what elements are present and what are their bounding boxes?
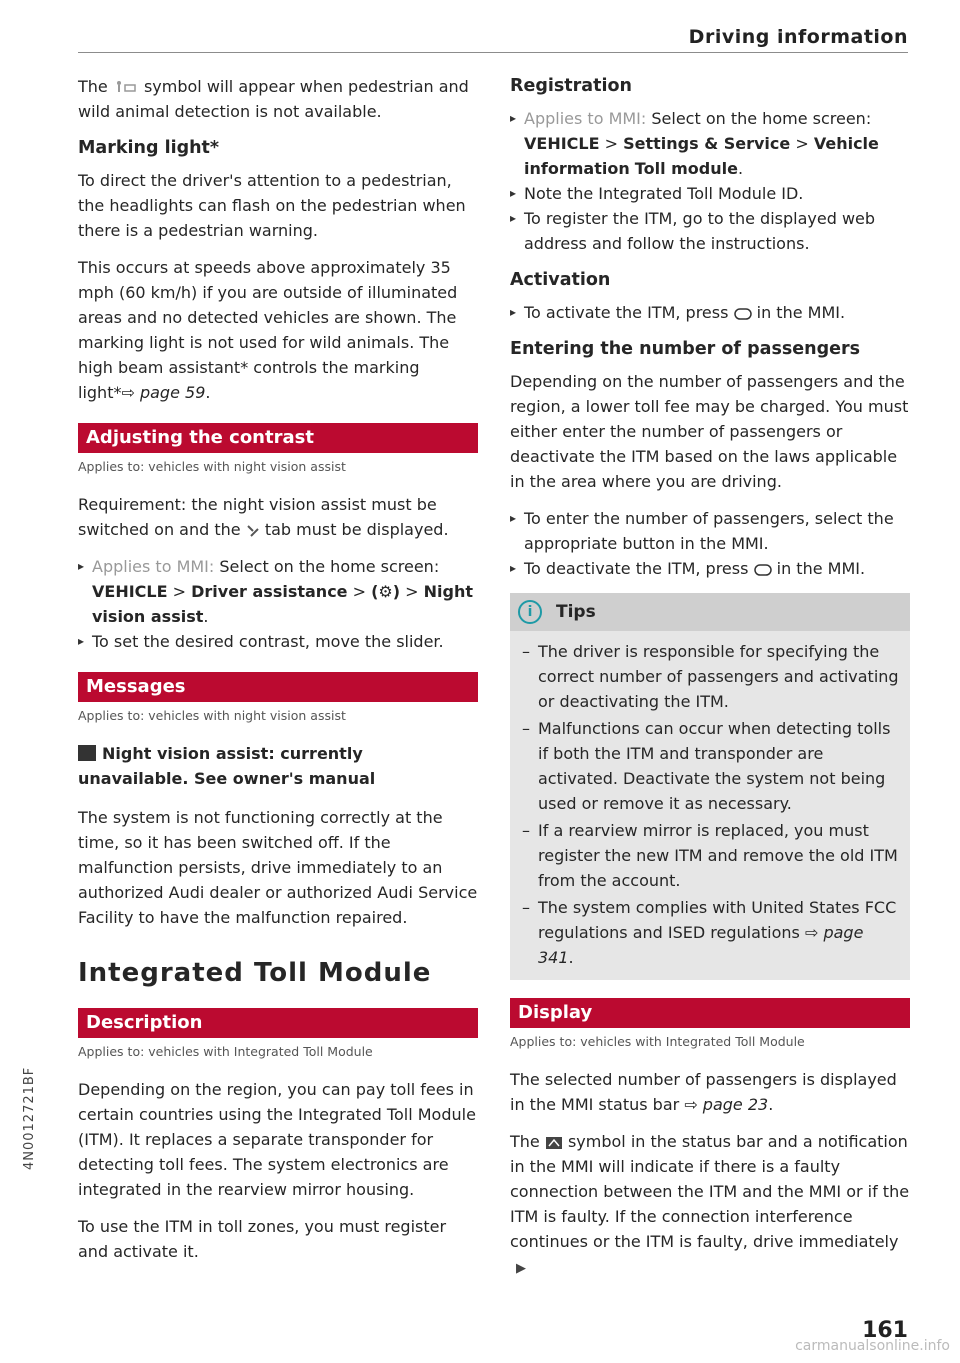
page-23-link[interactable]: ⇨ page 23 [684, 1095, 769, 1114]
registration-step-3: ▸ To register the ITM, go to the displayed web address and follow the instructions. [510, 206, 910, 256]
activation-steps [510, 300, 910, 325]
contrast-applies: Applies to: vehicles with night vision assist [78, 459, 346, 474]
header-rule [78, 52, 908, 53]
adjusting-contrast-heading: Adjusting the contrast [78, 423, 478, 453]
info-icon: i [518, 600, 542, 624]
marking-light-heading: Marking light* [78, 138, 220, 158]
night-vision-warning-icon [78, 745, 96, 761]
tips-header: i Tips [510, 593, 910, 631]
intro-paragraph: The symbol will appear when pedestrian and wild animal detection is not available. [78, 77, 469, 121]
display-heading: Display [510, 998, 910, 1028]
watermark: carmanualsonline.info [795, 1338, 950, 1354]
passengers-paragraph: Depending on the number of passengers and the region, a lower toll fee may be charged. You must either enter the number of passengers or deactivate the ITM based on the laws applicable in the area where you are driving. [510, 372, 909, 491]
marking-light-p1: To direct the driver's attention to a pedestrian, the headlights can flash on the pedestrian when there is a pedestrian warning. [78, 171, 466, 240]
contrast-requirement: Requirement: the night vision assist must be switched on and the tab must be displayed. [78, 495, 449, 539]
running-header: Driving information [688, 26, 908, 48]
page-number: 161 [862, 1318, 908, 1343]
page-341-link[interactable]: ⇨ page 341 [538, 923, 864, 967]
contrast-step-2: ▸ To set the desired contrast, move the slider. [78, 629, 478, 654]
registration-heading: Registration [510, 76, 632, 96]
toll-button-icon [754, 564, 772, 576]
description-p2: To use the ITM in toll zones, you must register and activate it. [78, 1217, 447, 1261]
registration-steps [510, 106, 910, 256]
messages-heading: Messages [78, 672, 478, 702]
tips-box [510, 593, 910, 980]
passengers-heading: Entering the number of passengers [510, 339, 861, 359]
tip-item: – The driver is responsible for specifying the correct number of passengers and activating or deactivating the ITM. [510, 639, 910, 714]
passengers-step-1: ▸ To enter the number of passengers, select the appropriate button in the MMI. [510, 506, 910, 556]
continue-arrow-icon: ▶ [516, 1261, 526, 1276]
night-vision-tab-icon [246, 524, 260, 538]
tip-item: – The system complies with United States FCC regulations and ISED regulations ⇨ page 341. [510, 895, 910, 970]
description-heading: Description [78, 1008, 478, 1038]
messages-applies: Applies to: vehicles with night vision assist [78, 708, 346, 723]
itm-title: Integrated Toll Module [78, 958, 432, 988]
tips-list [510, 639, 910, 970]
pedestrian-animal-off-icon [113, 80, 139, 96]
activation-heading: Activation [510, 270, 611, 290]
document-code: 4N0012721BF [22, 1066, 37, 1170]
passengers-step-2: ▸ To deactivate the ITM, press in the MMI. [510, 556, 910, 581]
itm-fault-icon [545, 1136, 563, 1150]
description-p1: Depending on the region, you can pay toll fees in certain countries using the Integrated Toll Module (ITM). It replaces a separate transponder for detecting toll fees. The system electronics are integrated in the rearview mirror housing. [78, 1080, 476, 1199]
contrast-step-1: ▸ Applies to MMI: Select on the home screen: VEHICLE > Driver assistance > (⚙) > Night vision assist. [78, 554, 478, 629]
activation-step-1: ▸ To activate the ITM, press in the MMI. [510, 300, 910, 325]
display-applies: Applies to: vehicles with Integrated Toll Module [510, 1034, 805, 1049]
description-applies: Applies to: vehicles with Integrated Toll Module [78, 1044, 373, 1059]
toll-button-icon [734, 308, 752, 320]
registration-step-2: ▸ Note the Integrated Toll Module ID. [510, 181, 910, 206]
page-59-link[interactable]: ⇨ page 59 [121, 383, 206, 402]
tip-item: – If a rearview mirror is replaced, you must register the new ITM and remove the old ITM from the account. [510, 818, 910, 893]
right-column [510, 74, 910, 1293]
messages-paragraph: The system is not functioning correctly at the time, so it has been switched off. If the malfunction persists, drive immediately to an authorized Audi dealer or authorized Audi Service Facility to have the malfunction repaired. [78, 808, 478, 927]
contrast-steps [78, 554, 478, 654]
display-p2: The symbol in the status bar and a notification in the MMI will indicate if there is a faulty connection between the ITM and the MMI or if the ITM is faulty. If the connection interference continues or the ITM is faulty, drive immediately ▶ [510, 1132, 910, 1276]
passengers-steps [510, 506, 910, 581]
night-vision-message: Night vision assist: currently unavailable. See owner's manual [78, 744, 376, 788]
registration-step-1: ▸ Applies to MMI: Select on the home screen: VEHICLE > Settings & Service > Vehicle information Toll module. [510, 106, 910, 181]
tip-item: – Malfunctions can occur when detecting tolls if both the ITM and transponder are activated. Deactivate the system not being used or remove it as necessary. [510, 716, 910, 816]
marking-light-p2: This occurs at speeds above approximately 35 mph (60 km/h) if you are outside of illuminated areas and no detected vehicles are shown. The marking light is not used for wild animals. The high beam assistant* controls the marking light*⇨ page 59. [78, 258, 458, 402]
left-column [78, 74, 478, 1276]
display-p1: The selected number of passengers is displayed in the MMI status bar ⇨ page 23. [510, 1070, 897, 1114]
